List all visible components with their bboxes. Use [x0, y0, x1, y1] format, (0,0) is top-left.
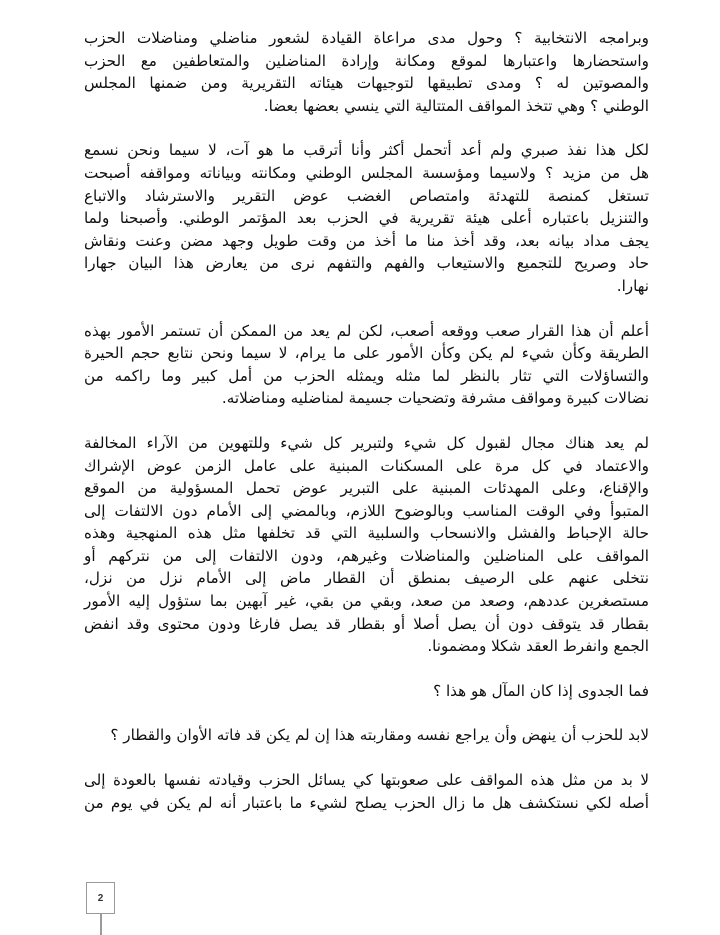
text-line: مستصغرين عددهم، وصعد من صعد، وبقي من بقي، غير آبهين بما ستؤول إليه الأمور [84, 592, 649, 611]
text-line: نتخلى عنهم على الرصيف بمنطق أن القطار ماض إلى الأمام نزل من نزل، [84, 569, 649, 588]
paragraph-4 [84, 432, 649, 658]
paragraph-3 [84, 320, 649, 410]
document-body [84, 27, 649, 814]
text-line: تستغل كمنصة للتهدئة وامتصاص الغضب عوض التقرير والاسترشاد والاتباع [84, 186, 649, 205]
paragraph-1 [84, 27, 649, 117]
text-line: والاعتماد في كل مرة على المسكنات المبنية على عامل الزمن عوض الإشراك [84, 456, 649, 475]
text-line: أصله لكي نستكشف هل ما زال الحزب يصلح لشيء ما باعتبار أنه لم يكن في يوم من [84, 793, 649, 812]
text-line: واستحضارها واعتبارها لموقع ومكانة وإرادة المناضلين والمتعاطفين مع الحزب [84, 51, 649, 70]
text-line: المواقف على المناضلين والمناضلات وغيرهم، ودون الالتفات إلى من نتركهم أو [84, 546, 649, 565]
text-line: والتساؤلات التي تثار بالنظر لما مثله ويمثله الحزب من أمل كبير وما راكمه من [84, 366, 649, 385]
text-line: يجف مداد بيانه بعد، وقد أخذ منا ما أخذ من وقت طويل وجهد مضن وعنت ونقاش [84, 231, 649, 250]
paragraph-5 [84, 680, 649, 703]
text-line: لابد للحزب أن ينهض وأن يراجع نفسه ومقاربته هذا إن لم يكن قد فاته الأوان والقطار ؟ [110, 726, 649, 745]
text-line: فما الجدوى إذا كان المآل هو هذا ؟ [433, 681, 649, 700]
text-line: لكل هذا نفذ صبري ولم أعد أتحمل أكثر وأنا أترقب ما هو آت، لا سيما ونحن نسمع [84, 141, 649, 160]
text-line: لا بد من مثل هذه المواقف على صعوبتها كي يسائل الحزب وقيادته نفسها بالعودة إلى [84, 771, 649, 790]
text-line: وبرامجه الانتخابية ؟ وحول مدى مراعاة القيادة لشعور مناضلي ومناضلات الحزب [84, 29, 649, 47]
page-number-box [86, 882, 115, 914]
text-line: حاد وصريح للتجميع والاستيعاب والفهم والتفهم نرى من يعارض هذا البيان جهارا [84, 254, 649, 273]
text-line: والتنزيل باعتباره أعلى هيئة تقريرية في الحزب بعد المؤتمر الوطني. وأصبحنا ولما [84, 209, 649, 228]
text-line: الجمع وانفرط العقد شكلا ومضمونا. [427, 637, 649, 656]
text-line: الوطني ؟ وهي تتخذ المواقف المتتالية التي ينسي بعضها بعضا. [263, 96, 649, 115]
text-line: الطريقة وكأن شيء لم يكن وكأن الأمور على ما يرام، لا سيما ونحن نتابع حجم الحيرة [84, 344, 649, 363]
paragraph-7 [84, 769, 649, 814]
text-line: هل من مزيد ؟ ولاسيما ومؤسسة المجلس الوطني ومكانته وبياناته ومواقفه أصبحت [84, 163, 649, 182]
text-line: والإقناع، وعلى المهدئات المبنية على التبرير عوض تحمل المسؤولية من الموقع [84, 479, 649, 498]
paragraph-2 [84, 139, 649, 297]
text-line: لم يعد هناك مجال لقبول كل شيء ولتبرير كل شيء وللتهوين من الآراء المخالفة [84, 433, 649, 452]
text-line: نهارا. [616, 276, 649, 295]
text-line: والمصوتين له ؟ ومدى تطبيقها لتوجيهات هيئاته التقريرية ومن ضمنها المجلس [84, 74, 649, 93]
text-line: المتبوأ وفي الوقت المناسب وبالوضوح اللازم، وبالمضي إلى الأمام دون الالتفات إلى [84, 501, 649, 520]
paragraph-6 [84, 724, 649, 747]
text-line: نضالات كبيرة ومواقف مشرفة وتضحيات جسيمة لمناضليه ومناضلاته. [221, 389, 649, 408]
text-line: حالة الإحباط والفشل والانسحاب والسلبية التي قد تخلفها مثل هذه المنهجية وهذه [84, 524, 649, 543]
text-line: بقطار قد يتوقف دون أن يصل أصلا أو بقطار قد يصل فارغا ودون محتوى وقد انفض [84, 614, 649, 633]
page-number-connector-line [100, 914, 102, 935]
text-line: أعلم أن هذا القرار صعب ووقعه أصعب، لكن لم يعد من الممكن أن تستمر الأمور بهذه [84, 321, 649, 340]
page-number: 2 [97, 892, 104, 904]
